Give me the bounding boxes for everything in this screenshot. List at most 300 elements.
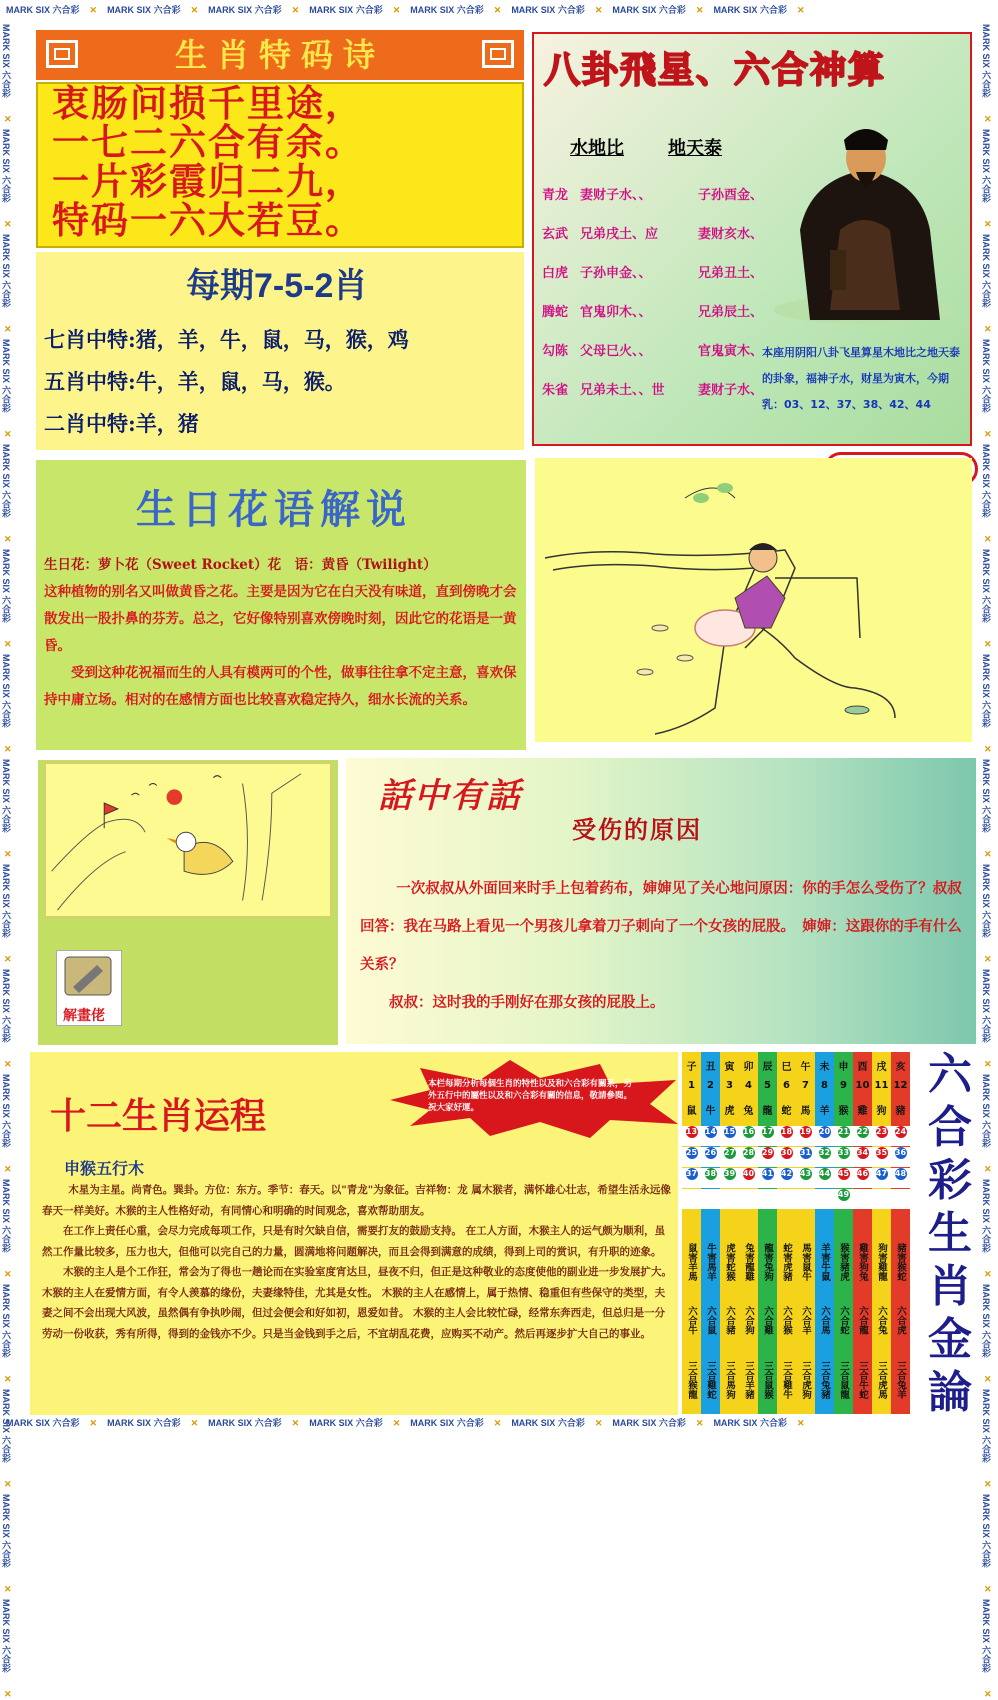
cross-icon: ✕	[984, 639, 992, 649]
bagua-line-right: 妻财亥水、	[698, 227, 764, 242]
brand-mark: MARK SIX 六合彩	[6, 1418, 80, 1428]
zodiac-ball-cell	[891, 1168, 910, 1188]
number-ball: 47	[875, 1169, 888, 1178]
zodiac-ball-cell	[758, 1147, 777, 1167]
brand-mark: MARK SIX 六合彩	[1, 339, 11, 413]
bagua-line-right: 兄弟丑土、	[698, 266, 764, 281]
zodiac-liuhe: 六合狗	[743, 1305, 754, 1335]
brand-mark: MARK SIX 六合彩	[612, 1418, 686, 1428]
brand-mark: MARK SIX 六合彩	[107, 5, 181, 15]
brand-mark: MARK SIX 六合彩	[1, 1389, 11, 1463]
cross-icon: ✕	[594, 5, 603, 15]
zodiac-ball-cell	[701, 1126, 720, 1146]
zodiac-column	[758, 1052, 777, 1414]
cross-icon: ✕	[392, 5, 401, 15]
bagua-spirit: 白虎	[542, 266, 569, 281]
flower-line1: 生日花：萝卜花（Sweet Rocket）花 语：黄昏（Twilight）	[44, 557, 437, 573]
zodiac-branch: 卯	[743, 1062, 754, 1073]
bagua-row	[542, 340, 763, 359]
bagua-row	[542, 223, 763, 242]
bagua-line-right: 官鬼寅木、	[698, 344, 764, 359]
zodiac-animal: 雞	[857, 1106, 868, 1117]
zodiac-ball-cell	[682, 1147, 701, 1167]
zodiac-ball-cell	[682, 1168, 701, 1188]
brand-mark: MARK SIX 六合彩	[208, 5, 282, 15]
number-ball: 32	[818, 1148, 831, 1157]
zodiac-harm: 馬害鼠牛	[800, 1243, 811, 1281]
poem-line: 一片彩霞归二九，	[52, 159, 364, 203]
zodiac-ball-cell	[720, 1189, 739, 1209]
bagua-row	[542, 262, 763, 281]
cross-icon: ✕	[89, 1418, 98, 1428]
zodiac-picks-panel	[36, 252, 524, 450]
flower-para2: 受到这种花祝福而生的人具有模两可的个性，做事往往拿不定主意，喜欢保持中庸立场。相对的在感情方面也比较喜欢稳定持久，细水长流的关系。	[44, 665, 517, 708]
zodiac-ball-cell	[777, 1189, 796, 1209]
poem-line: 一七二六合有余。	[52, 120, 364, 164]
zodiac-harm: 牛害馬羊	[705, 1243, 716, 1281]
brand-mark: MARK SIX 六合彩	[981, 654, 991, 728]
brand-mark: MARK SIX 六合彩	[713, 5, 787, 15]
fortune-para2: 在工作上责任心重，会尽力完成每项工作，只是有时欠缺自信，需要打友的鼓励支持。 在工人方面，木猴主人的运气颇为顺利，虽然工作量比较多，压力也大，但他可以完自己的力量，圆满地将问题解决，而且会得到满意的成绩，得到上司的赏识，有升职的迹象。	[42, 1225, 666, 1258]
brand-mark: MARK SIX 六合彩	[981, 759, 991, 833]
poem-line: 特码一六大若豆。	[52, 198, 364, 242]
number-ball: 14	[704, 1127, 717, 1136]
brand-mark: MARK SIX 六合彩	[981, 1599, 991, 1673]
fisherman-illustration	[535, 458, 972, 742]
zodiac-sanhe: 三合虎狗	[800, 1361, 811, 1399]
brand-mark: MARK SIX 六合彩	[981, 864, 991, 938]
zodiac-liuhe: 六合馬	[819, 1305, 830, 1335]
zodiac-branch: 亥	[895, 1062, 906, 1073]
number-ball: 37	[685, 1169, 698, 1178]
brand-mark: MARK SIX 六合彩	[981, 24, 991, 98]
bagua-spirit: 青龙	[542, 188, 569, 203]
two-pick: 二肖中特:羊，猪	[44, 411, 199, 436]
brand-mark: MARK SIX 六合彩	[1, 1179, 11, 1253]
zodiac-harm: 羊害牛鼠	[819, 1243, 830, 1281]
zodiac-column	[891, 1052, 910, 1414]
zodiac-ball-cell	[796, 1147, 815, 1167]
number-ball: 31	[799, 1148, 812, 1157]
number-ball: 20	[818, 1127, 831, 1136]
zodiac-column	[777, 1052, 796, 1414]
zodiac-ball-cell	[701, 1189, 720, 1209]
cross-icon: ✕	[4, 639, 12, 649]
brand-mark: MARK SIX 六合彩	[981, 969, 991, 1043]
cross-icon: ✕	[4, 1164, 12, 1174]
zodiac-ball-cell	[891, 1126, 910, 1146]
number-ball: 17	[761, 1127, 774, 1136]
zodiac-column	[853, 1052, 872, 1414]
cross-icon: ✕	[4, 1689, 12, 1699]
cross-icon: ✕	[4, 1374, 12, 1384]
brand-mark: MARK SIX 六合彩	[1, 654, 11, 728]
bagua-panel	[532, 32, 972, 446]
flower-para1: 这种植物的别名又叫做黄昏之花。主要是因为它在白天没有味道，直到傍晚才会散发出一股扑鼻的芬芳。总之，它好像特别喜欢傍晚时刻，因此它的花语是一黄昏。	[44, 584, 517, 654]
brand-mark: MARK SIX 六合彩	[208, 1418, 282, 1428]
cross-icon: ✕	[984, 1479, 992, 1489]
zodiac-ball-cell	[834, 1126, 853, 1146]
picks-header: 每期7-5-2肖	[186, 267, 368, 305]
number-ball: 35	[875, 1148, 888, 1157]
number-ball: 19	[799, 1127, 812, 1136]
number-ball: 39	[723, 1169, 736, 1178]
brand-mark: MARK SIX 六合彩	[713, 1418, 787, 1428]
zodiac-sanhe: 三合虎馬	[876, 1361, 887, 1399]
bagua-note: 本座用阴阳八卦飞星算星木地比之地天泰的卦象，福神子水，财星为寅木，今期乳：03、12、37、38、42、44	[762, 346, 960, 411]
poem-title: 生肖特码诗	[174, 36, 385, 74]
zodiac-harm: 猴害豬虎	[838, 1243, 849, 1281]
joke-title: 受伤的原因	[572, 816, 702, 844]
brand-mark: MARK SIX 六合彩	[410, 1418, 484, 1428]
zodiac-sanhe: 三合雞蛇	[705, 1361, 716, 1399]
zodiac-branch: 午	[800, 1062, 811, 1073]
zodiac-animal: 兔	[743, 1106, 754, 1117]
cross-icon: ✕	[984, 1269, 992, 1279]
bagua-spirit: 勾陈	[542, 344, 569, 359]
zodiac-number: 3	[726, 1080, 733, 1091]
zodiac-ball-cell	[796, 1126, 815, 1146]
number-ball: 13	[685, 1127, 698, 1136]
cross-icon: ✕	[984, 1584, 992, 1594]
zodiac-sanhe: 三合兔豬	[819, 1361, 830, 1399]
zodiac-harm: 鼠害羊馬	[686, 1243, 697, 1281]
zodiac-number: 11	[874, 1080, 889, 1091]
zodiac-animal: 羊	[819, 1106, 830, 1117]
flower-text	[44, 552, 520, 714]
zodiac-ball-cell	[891, 1189, 910, 1209]
joke-text	[360, 870, 966, 1022]
zodiac-harm: 雞害狗兔	[857, 1243, 868, 1281]
brand-mark: MARK SIX 六合彩	[410, 5, 484, 15]
zodiac-number: 2	[707, 1080, 714, 1091]
cross-icon: ✕	[493, 1418, 502, 1428]
zodiac-ball-cell	[796, 1168, 815, 1188]
cross-icon: ✕	[4, 1269, 12, 1279]
riddle-icon	[56, 950, 122, 1026]
zodiac-sanhe: 三合鼠龍	[838, 1361, 849, 1399]
zodiac-sanhe: 三合兔羊	[895, 1361, 906, 1399]
zodiac-ball-cell	[815, 1147, 834, 1167]
zodiac-ball-cell	[891, 1147, 910, 1167]
zodiac-column	[682, 1052, 701, 1414]
cross-icon: ✕	[4, 954, 12, 964]
number-ball: 27	[723, 1148, 736, 1157]
zodiac-column	[701, 1052, 720, 1414]
zodiac-branch: 寅	[724, 1062, 735, 1073]
cross-icon: ✕	[291, 5, 300, 15]
brand-mark: MARK SIX 六合彩	[981, 1179, 991, 1253]
zodiac-animal: 猴	[838, 1106, 849, 1117]
zodiac-number: 10	[855, 1080, 870, 1091]
zodiac-ball-cell	[739, 1168, 758, 1188]
bagua-line-right: 妻财子水、	[698, 383, 764, 398]
brand-mark: MARK SIX 六合彩	[1, 549, 11, 623]
fortune-para3: 木猴的主人是个工作狂，常会为了得也一趟论而在实验室度宵达旦，昼夜不归，但正是这种敬业的态度使他的副业进一步发展扩大。木猴的主人在爱情方面，有令人羡慕的缘份，夫妻缘特佳，尤其是女性。 木猴的主人在感情上，属于热情、稳重但有些保守的类型，夫妻之间不会出现大风波，虽然偶有争执吵闹，但过会便会和好如初，恩爱如昔。 木猴的主人会比较忙碌，经常东奔西走，但总归是一分劳动一份收获，秀有所得，得到的金钱亦不少。只是当金钱到手之后，不宜胡乱花费，应购买不动产。然后再逐步扩大自己的事业。	[42, 1266, 672, 1340]
painter-icon	[57, 951, 121, 1001]
zodiac-number: 12	[893, 1080, 908, 1091]
number-ball: 28	[742, 1148, 755, 1157]
right-border-strip	[980, 20, 998, 1699]
seal-icon	[482, 40, 514, 68]
number-ball: 41	[761, 1169, 774, 1178]
number-ball: 38	[704, 1169, 717, 1178]
top-border-strip	[0, 0, 998, 20]
zodiac-liuhe: 六合牛	[686, 1305, 697, 1335]
zodiac-sanhe: 三合羊豬	[743, 1361, 754, 1399]
brand-mark: MARK SIX 六合彩	[1, 1284, 11, 1358]
zodiac-branch: 申	[838, 1062, 849, 1073]
zodiac-ball-cell	[777, 1126, 796, 1146]
cross-icon: ✕	[4, 534, 12, 544]
number-ball: 43	[799, 1169, 812, 1178]
zodiac-ball-cell	[872, 1189, 891, 1209]
zodiac-animal: 虎	[724, 1106, 735, 1117]
brand-mark: MARK SIX 六合彩	[1, 1074, 11, 1148]
zodiac-column	[815, 1052, 834, 1414]
zodiac-ball-cell	[682, 1189, 701, 1209]
number-ball: 18	[780, 1127, 793, 1136]
zodiac-animal: 狗	[876, 1106, 887, 1117]
zodiac-ball-cell	[815, 1189, 834, 1209]
zodiac-animal: 馬	[800, 1106, 811, 1117]
flower-panel	[36, 460, 526, 750]
zodiac-harm: 虎害蛇猴	[724, 1243, 735, 1281]
zodiac-animal: 豬	[895, 1106, 906, 1117]
brand-mark: MARK SIX 六合彩	[1, 864, 11, 938]
zodiac-ball-cell	[872, 1126, 891, 1146]
bagua-line-left: 子孙申金、、	[580, 266, 652, 281]
cross-icon: ✕	[695, 1418, 704, 1428]
zodiac-ball-cell	[853, 1168, 872, 1188]
bagua-line-left: 妻财子水、、	[580, 188, 652, 203]
joke-para1: 一次叔叔从外面回来时手上包着药布，婶婶见了关心地问原因：你的手怎么受伤了？叔叔回答：我在马路上看见一个男孩儿拿着刀子刺向了一个女孩的屁股。 婶婶：这跟你的手有什么关系？	[360, 881, 962, 973]
bagua-spirit: 朱雀	[542, 383, 569, 398]
bagua-title: 八卦飛星、六合神算	[544, 49, 887, 90]
brand-mark: MARK SIX 六合彩	[981, 444, 991, 518]
cross-icon: ✕	[796, 5, 805, 15]
bagua-spirit: 腾蛇	[542, 305, 569, 320]
bird-illustration	[44, 762, 332, 918]
fortune-title: 十二生肖运程	[50, 1095, 267, 1137]
joke-panel	[346, 758, 976, 1044]
five-pick: 五肖中特:牛，羊，鼠，马，猴。	[44, 369, 346, 394]
zodiac-number: 9	[840, 1080, 847, 1091]
zodiac-ball-cell	[815, 1168, 834, 1188]
cross-icon: ✕	[190, 5, 199, 15]
brand-mark: MARK SIX 六合彩	[981, 339, 991, 413]
zodiac-ball-cell	[701, 1147, 720, 1167]
hexagram-right: 地天泰	[668, 138, 722, 159]
cross-icon: ✕	[984, 1374, 992, 1384]
zodiac-ball-cell	[834, 1147, 853, 1167]
cross-icon: ✕	[594, 1418, 603, 1428]
bagua-line-left: 父母巳火、、	[580, 344, 652, 359]
number-ball: 30	[780, 1148, 793, 1157]
zodiac-liuhe: 六合雞	[762, 1305, 773, 1335]
brand-mark: MARK SIX 六合彩	[309, 1418, 383, 1428]
zodiac-animal: 龍	[762, 1106, 773, 1117]
zodiac-branch: 丑	[705, 1062, 716, 1073]
cross-icon: ✕	[4, 324, 12, 334]
zodiac-ball-cell	[701, 1168, 720, 1188]
zodiac-harm: 狗害雞龍	[876, 1243, 887, 1281]
zodiac-ball-cell	[796, 1189, 815, 1209]
number-ball: 44	[818, 1169, 831, 1178]
zodiac-ball-cell	[682, 1126, 701, 1146]
zodiac-liuhe: 六合蛇	[838, 1305, 849, 1335]
number-ball: 29	[761, 1148, 774, 1157]
brand-mark: MARK SIX 六合彩	[1, 1494, 11, 1568]
number-ball: 23	[875, 1127, 888, 1136]
cross-icon: ✕	[4, 1059, 12, 1069]
number-ball: 40	[742, 1169, 755, 1178]
zodiac-ball-cell	[739, 1189, 758, 1209]
brand-mark: MARK SIX 六合彩	[981, 129, 991, 203]
zodiac-branch: 巳	[781, 1062, 792, 1073]
zodiac-ball-cell	[872, 1147, 891, 1167]
zodiac-ball-cell	[815, 1126, 834, 1146]
zodiac-animal: 牛	[705, 1106, 716, 1117]
number-ball: 42	[780, 1169, 793, 1178]
zodiac-sanhe: 三合猴龍	[686, 1361, 697, 1399]
zodiac-ball-cell	[777, 1168, 796, 1188]
brand-mark: MARK SIX 六合彩	[1, 1599, 11, 1673]
zodiac-column	[796, 1052, 815, 1414]
brand-mark: MARK SIX 六合彩	[981, 234, 991, 308]
brand-mark: MARK SIX 六合彩	[981, 1074, 991, 1148]
cross-icon: ✕	[4, 1479, 12, 1489]
brand-mark: MARK SIX 六合彩	[511, 5, 585, 15]
bagua-line-left: 兄弟未土、、世	[580, 383, 665, 398]
number-ball: 36	[894, 1148, 907, 1157]
zodiac-table-title: 六合彩生肖金論	[928, 1049, 972, 1418]
cross-icon: ✕	[984, 849, 992, 859]
zodiac-number: 7	[802, 1080, 809, 1091]
zodiac-liuhe: 六合鼠	[705, 1305, 716, 1335]
zodiac-animal: 鼠	[686, 1106, 697, 1117]
zodiac-branch: 戌	[876, 1062, 887, 1073]
bottom-border-strip	[0, 1413, 998, 1433]
cross-icon: ✕	[796, 1418, 805, 1428]
zodiac-branch: 子	[686, 1062, 697, 1073]
cross-icon: ✕	[291, 1418, 300, 1428]
brand-mark: MARK SIX 六合彩	[612, 5, 686, 15]
cross-icon: ✕	[4, 1584, 12, 1594]
zodiac-liuhe: 六合龍	[857, 1305, 868, 1335]
cross-icon: ✕	[4, 114, 12, 124]
brand-mark: MARK SIX 六合彩	[981, 1284, 991, 1358]
cross-icon: ✕	[984, 114, 992, 124]
zodiac-ball-cell	[777, 1147, 796, 1167]
zodiac-column	[834, 1052, 853, 1414]
brand-mark: MARK SIX 六合彩	[1, 24, 11, 98]
left-border-strip	[0, 20, 18, 1699]
joke-label: 話中有話	[378, 776, 522, 816]
bagua-row	[542, 301, 763, 320]
fortune-para1: 木星为主星。尚青色。巽卦。方位：东方。季节：春天。以"青龙"为象征。吉祥物：龙 属木猴者，满怀雄心壮志，希望生活永远像春天一样美好。木猴的主人性格好动，有同情心和明确的时间观念，喜欢帮助朋友。	[42, 1184, 671, 1217]
brand-mark: MARK SIX 六合彩	[309, 5, 383, 15]
fortune-text	[42, 1180, 674, 1344]
zodiac-branch: 酉	[857, 1062, 868, 1073]
number-ball: 15	[723, 1127, 736, 1136]
sage-figure-image	[770, 110, 958, 330]
cross-icon: ✕	[984, 744, 992, 754]
zodiac-ball-cell	[834, 1168, 853, 1188]
zodiac-ball-cell	[758, 1189, 777, 1209]
flower-title: 生日花语解说	[136, 486, 412, 533]
bagua-row	[542, 184, 763, 203]
hexagram-left: 水地比	[570, 138, 624, 159]
riddle-label: 解畫佬	[63, 1008, 105, 1024]
zodiac-ball-cell	[720, 1147, 739, 1167]
cross-icon: ✕	[4, 744, 12, 754]
bagua-spirit: 玄武	[542, 227, 569, 242]
brand-mark: MARK SIX 六合彩	[1, 969, 11, 1043]
number-ball: 49	[837, 1190, 850, 1199]
zodiac-ball-cell	[720, 1126, 739, 1146]
joke-para2: 叔叔：这时我的手刚好在那女孩的屁股上。	[389, 995, 665, 1011]
cross-icon: ✕	[984, 1164, 992, 1174]
cross-icon: ✕	[984, 954, 992, 964]
cross-icon: ✕	[984, 534, 992, 544]
number-ball: 26	[704, 1148, 717, 1157]
brand-mark: MARK SIX 六合彩	[981, 1494, 991, 1568]
zodiac-sanhe: 三合鼠猴	[762, 1361, 773, 1399]
zodiac-liuhe: 六合兔	[876, 1305, 887, 1335]
zodiac-liuhe: 六合虎	[895, 1305, 906, 1335]
cross-icon: ✕	[190, 1418, 199, 1428]
zodiac-harm: 龍害兔狗	[762, 1243, 773, 1281]
bagua-line-right: 兄弟辰土、	[698, 305, 764, 320]
zodiac-number: 8	[821, 1080, 828, 1091]
burst-text: 本栏每期分析每個生肖的特性以及和六合彩有關系，另外五行中的屬性以及和六合彩有關的信息，敬請參閱。祝大家好運。	[428, 1079, 633, 1113]
number-ball: 16	[742, 1127, 755, 1136]
cross-icon: ✕	[984, 324, 992, 334]
zodiac-sanhe: 三合雞牛	[781, 1361, 792, 1399]
zodiac-branch: 未	[819, 1062, 830, 1073]
bagua-line-right: 子孙酉金、	[698, 188, 764, 203]
cross-icon: ✕	[493, 5, 502, 15]
zodiac-liuhe: 六合猴	[781, 1305, 792, 1335]
fortune-subtitle: 申猴五行木	[64, 1159, 145, 1178]
zodiac-branch: 辰	[762, 1062, 773, 1073]
poem-title-bar	[36, 30, 524, 80]
number-ball: 24	[894, 1127, 907, 1136]
zodiac-ball-cell	[853, 1147, 872, 1167]
zodiac-number: 6	[783, 1080, 790, 1091]
cross-icon: ✕	[984, 1059, 992, 1069]
number-ball: 33	[837, 1148, 850, 1157]
seal-icon	[46, 40, 78, 68]
bagua-row	[542, 379, 763, 398]
zodiac-harm: 蛇害虎豬	[781, 1243, 792, 1281]
zodiac-sanhe: 三合馬狗	[724, 1361, 735, 1399]
zodiac-column	[739, 1052, 758, 1414]
bagua-line-left: 官鬼卯木、、	[580, 305, 652, 320]
brand-mark: MARK SIX 六合彩	[6, 5, 80, 15]
brand-mark: MARK SIX 六合彩	[1, 234, 11, 308]
brand-mark: MARK SIX 六合彩	[981, 549, 991, 623]
cross-icon: ✕	[4, 429, 12, 439]
zodiac-ball-cell	[739, 1126, 758, 1146]
cross-icon: ✕	[984, 429, 992, 439]
cross-icon: ✕	[4, 219, 12, 229]
number-ball: 45	[837, 1169, 850, 1178]
zodiac-ball-cell	[853, 1126, 872, 1146]
zodiac-sanhe: 三合牛蛇	[857, 1361, 868, 1399]
brand-mark: MARK SIX 六合彩	[107, 1418, 181, 1428]
